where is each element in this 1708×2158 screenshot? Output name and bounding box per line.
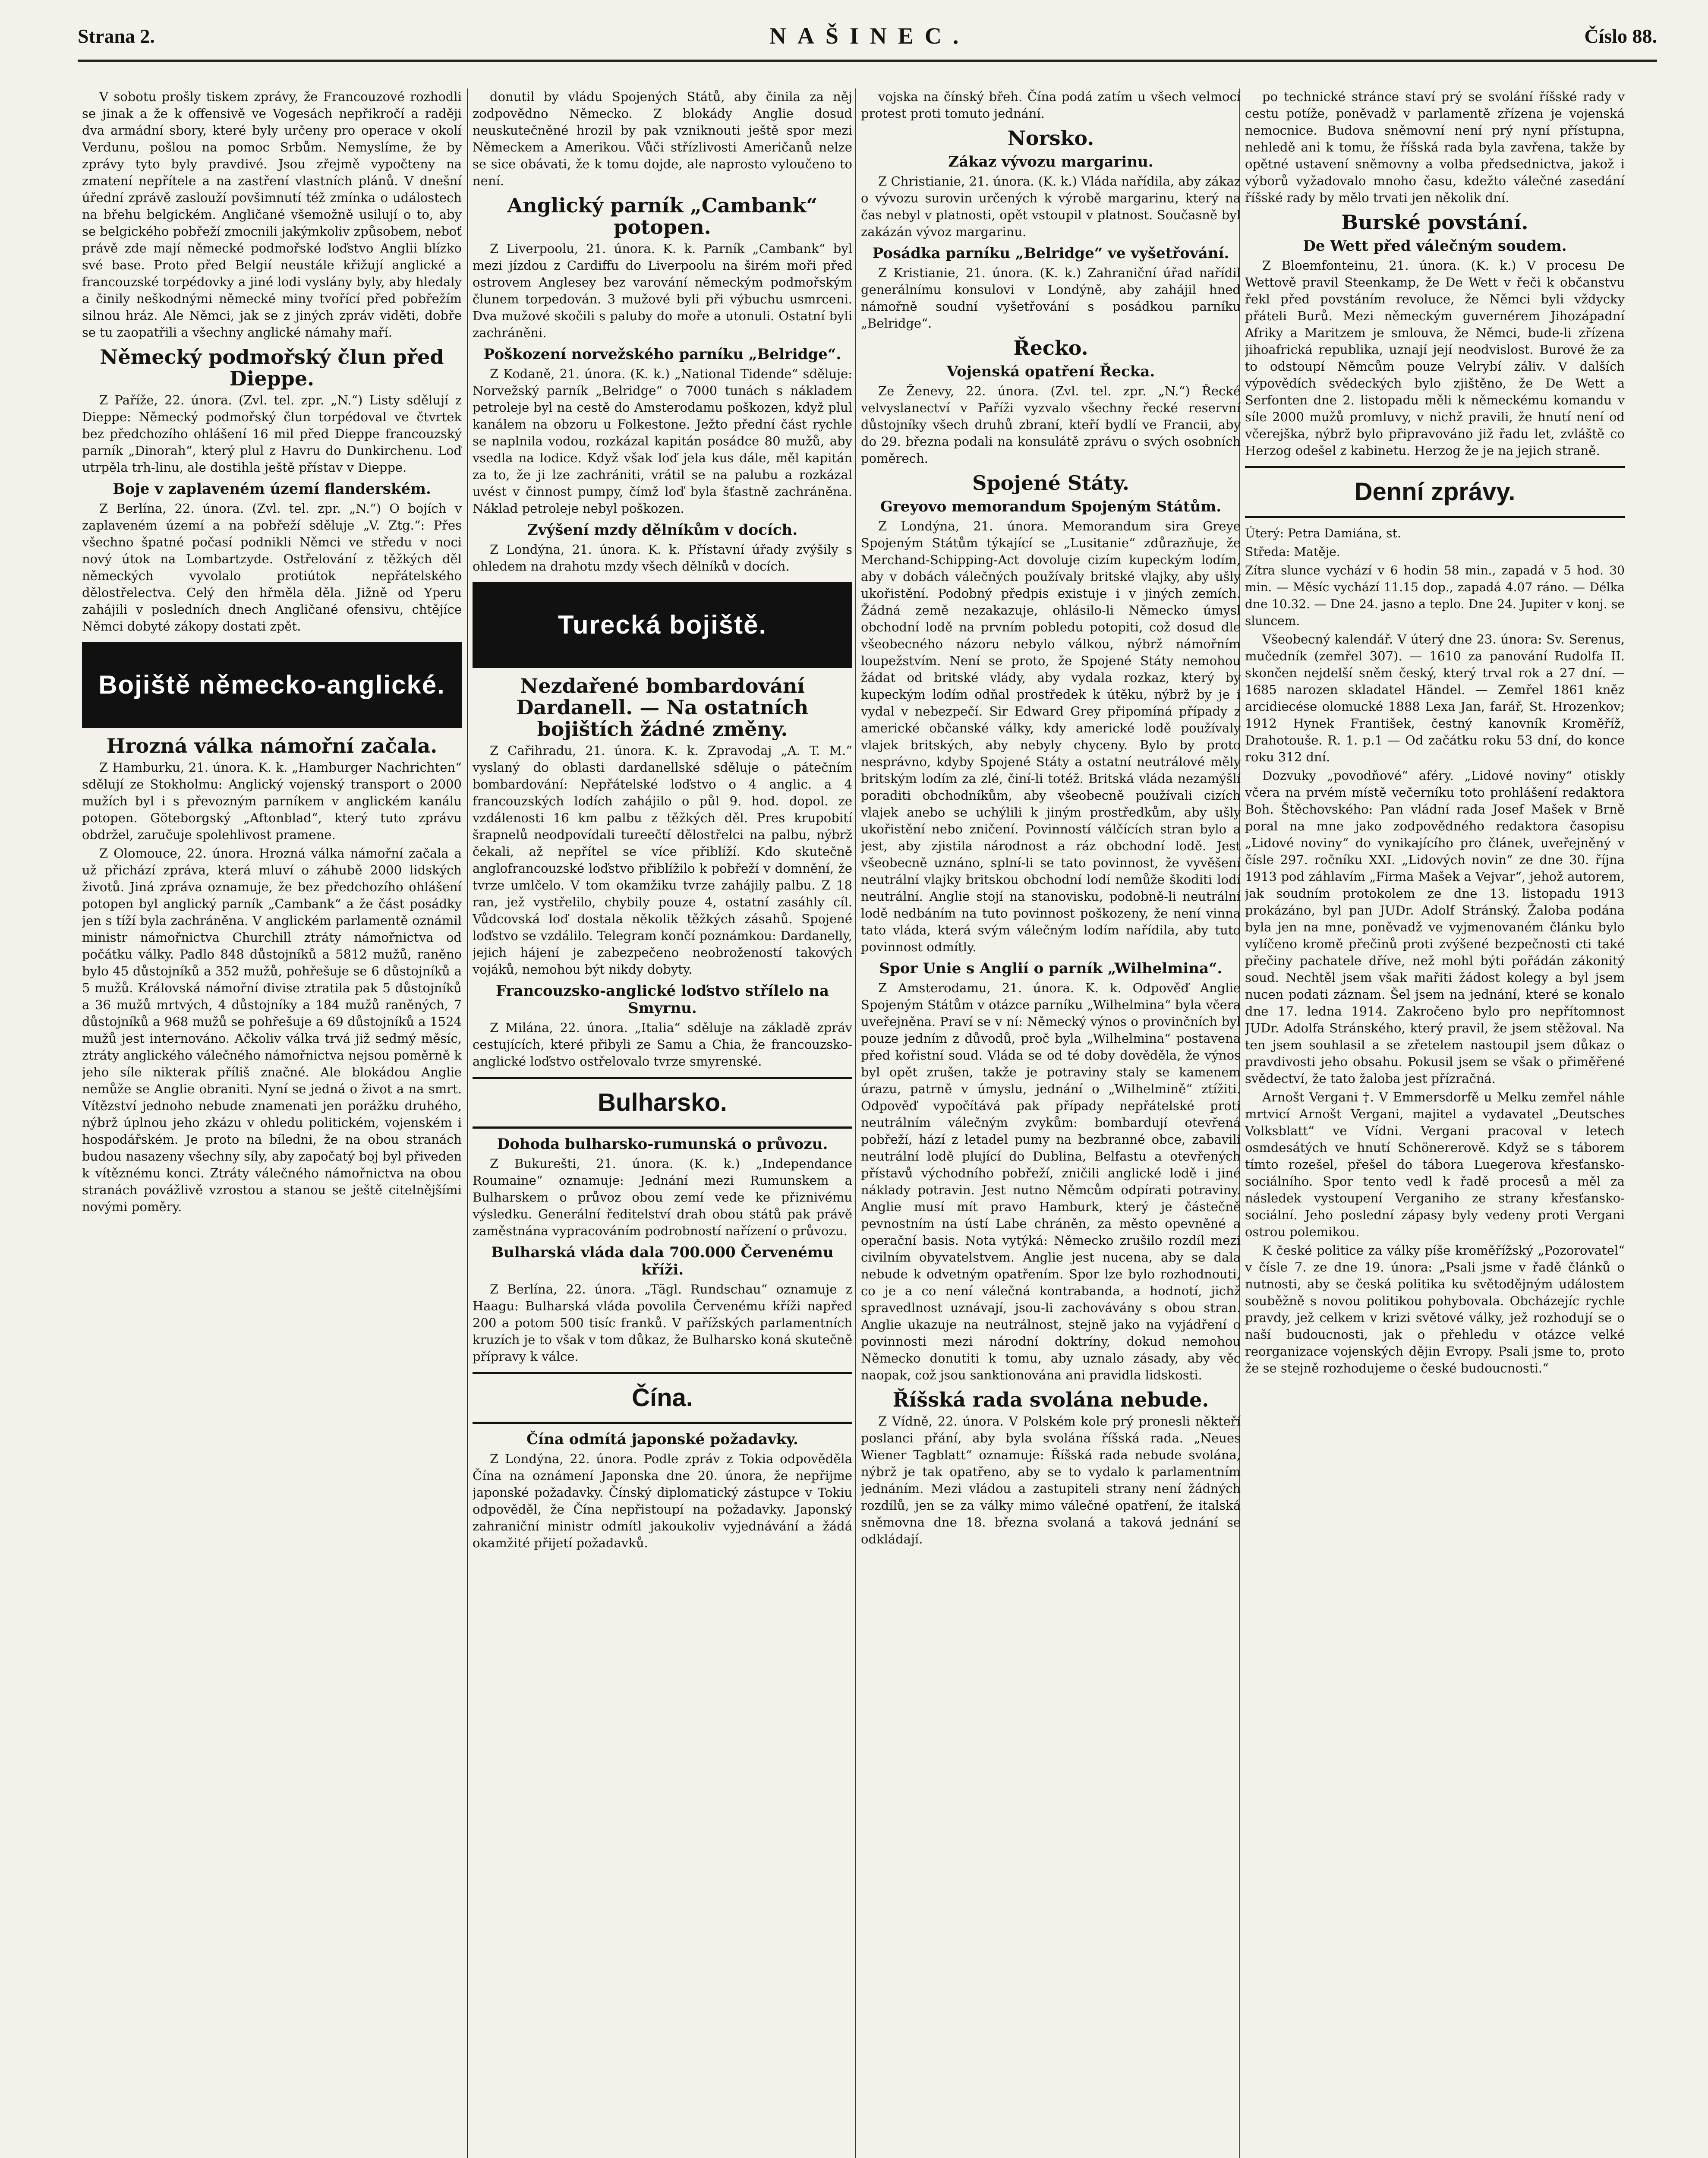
article-paragraph: Z Bukurešti, 21. února. (K. k.) „Independance Roumaine“ oznamuje: Jednání mezi Rumunskem a Bulharskem o průvoz obou zemí vede ke přiznivému výsledku. Generální ředitelství drah obou států pak právě zaměstnána vypracováním podrobností nařízení o průvozu. [473,1156,852,1238]
article-headline: Posádka parníku „Belridge“ ve vyšetřování. [872,245,1229,262]
article-paragraph: Z Hamburku, 21. února. K. k. „Hamburger Nachrichten“ sdělují ze Stokholmu: Anglický vojenský transport o 2000 mužích byl i s převozným parníkem v anglickém kanálu potopen. Göteborgský „Aftonblad“, který tuto zprávu obdržel, zaručuje spolehlivost pramene. [82,760,462,842]
issue-number: Číslo 88. [1584,25,1657,47]
newspaper-title: NAŠINEC. [769,23,970,49]
article-paragraph: Arnošt Vergani †. V Emmersdorfě u Melku zemřel náhle mrtvicí Arnošt Vergani, majitel a vydavatel „Deutsches Volksblatt“ ve Vídni. Vergani pracoval v letech osmdesátých ve hnutí Schönererově. Když se s táborem tímto rozešel, přešel do tábora Luegerova křesťansko-sociálního. Spor tento vedl k řadě procesů a měl za následek vystoupení Verganiho ze strany křesťansko-sociální. Jeho poslední zápasy byly vedeny proti Vergani ostrou polemikou. [1245,1090,1625,1239]
article-headline: Hrozná válka námořní začala. [106,734,438,757]
section-heading: Řecko. [1013,336,1088,360]
article-paragraph: donutil by vládu Spojených Států, aby činila za něj zodpovědno Německo. Z blokády Anglie dosud neuskutečněné hrozil by pak vzniknouti ještě spor mezi Německem a Amerikou. Vůči střízlivosti Američanů nelze se sice obávati, že k tomu dojde, ale naprosto vyloučeno to není. [473,89,852,188]
section-banner: Bojiště německo-anglické. [82,642,462,728]
column-2 [473,88,852,2158]
section-heading: Spojené Státy. [972,471,1129,495]
article-paragraph: Z Bloemfonteinu, 21. února. (K. k.) V procesu De Wettově pravil Steenkamp, že De Wett v řeči k občanstvu řekl před povstáním revoluce, že Němci byli vždycky přáteli Burů. Mezi německým guvernérem Jihozápadní Afriky a Maritzem je smlouva, že Němci, bude-li zřízena jihoafrická republika, uznají její neodvislost. Burové že za to odstoupí Němcům pouze Velrybí záliv. V dalších výpovědích svědeckých bylo zjištěno, že De Wett a Serfonten dne 2. listopadu měli k německému komandu v síle 2000 mužů promluvy, v nichž pravili, že hnutí není od včerejška, nýbrž bylo připravováno již řadu let, zvláště co Herzog odešel z kabinetu. Herzog že je na jejich straně. [1245,258,1625,458]
article-paragraph: Všeobecný kalendář. V úterý dne 23. února: Sv. Serenus, mučedník (zemřel 307). — 1610 za panování Rudolfa II. skončen nejdelší sněm český, který trval rok a 27 dní. — 1685 narozen skladatel Händel. — Zemřel 1861 kněz arcidiecése olomucké 1888 Lexa Jan, farář, St. Hrozenkov; 1912 Hynek František, čestný kanovník Kroměříž, Drahotouše. R. 1. p.1 — Od začátku roku 53 dní, do konce roku 312 dní. [1245,632,1625,764]
section-heading: Denní zprávy. [1245,466,1625,518]
page-number: Strana 2. [78,25,155,47]
article-headline: Zvýšení mzdy dělníkům v docích. [527,521,798,539]
column-3 [861,88,1241,2158]
article-paragraph: Z Vídně, 22. února. V Polském kole prý pronesli někteří poslanci přání, aby byla svolána říšská rada. „Neues Wiener Tagblatt“ oznamuje: Říšská rada nebude svolána, nýbrž je tak opatřeno, aby se to vydalo k parlamentním jednáním. Mezi vládou a zastupiteli strany není žádných rozdílů, jen se za války mimo válečné opatření, že italská sněmovna dne 18. března svolaná a taková jednání se odkládají. [861,1414,1241,1546]
article-headline: Anglický parník „Cambank“ potopen. [507,194,818,239]
calendar-line: Úterý: Petra Damiána, st. [1245,526,1401,540]
article-headline: Zákaz vývozu margarinu. [948,153,1153,170]
article-headline: Čína odmítá japonské požadavky. [526,1431,798,1448]
article-paragraph: Z Londýna, 21. února. Memorandum sira Greye Spojeným Státům týkající se „Lusitanie“ zdůrazňuje, že Merchand-Schipping-Act dovoluje cizím kupeckým lodím, aby v dobách válečných používaly britské vlajky, aby ušly ukořistění. Podobný předpis existuje i v jiných zemích. Žádná země nezakazuje, ohlásilo-li Německo úmysl obchodní lodě na prvním pobledu potopiti, což dosud dle všeobecného názoru nebylo válkou, nýbrž námořním loupežstvím. Není se proto, že Spojené Státy nemohou žádat od britské vlády, aby vydala rozkaz, který by kupeckým lodím odňal prostředek k útěku, nýbrž by je i vydal v nebezpečí. Sir Edward Grey připomíná případy z americké občanské války, kdy americké lodě používaly vlajek britských, aby nebyly chyceny. Bylo by proto nesprávno, kdyby Spojené Státy a ostatní neutrálové měly britským lodím za zlé, činí-li totéž. Britská vláda nezamýšlí poraditi obchodníkům, aby všeobecně používali cizích vlajek anebo se uchýlili k jiným prostředkům, aby ušly ukořistění nebo zničení. Povinností válčících stran bylo a jest, aby zjistila národnost a ráz obchodní lodě. Jest všeobecně uznáno, splní-li se tato povinnost, že vyvěšení neutrální vlajky britskou obchodní lodí nemůže škoditi lodí neutrální. Anglie stojí na stanovisku, podobně-li neutrální lodě nedbáním na tuto povinnost poškozeny, že není vinna tato vláda, která svým válečným lodím nařídila, aby tuto povinnost odmítly. [861,519,1241,954]
article-headline: Vojenská opatření Řecka. [946,363,1155,380]
section-heading: Bulharsko. [473,1077,852,1129]
column-divider [467,88,468,2158]
section-heading: Burské povstání. [1341,211,1528,234]
article-paragraph: V sobotu prošly tiskem zprávy, že Francouzové rozhodli se jinak a že k offensivě ve Vogesách nepřikročí a raději dva armádní sbory, které byly určeny pro operace v okolí Verdunu, pošlou na pomoc Srbům. Nemyslíme, že by zprávy tyto byly pravdivé. Jsou zřejmě vypočteny na zmatení nepřítele a na zastření vlastních plánů. V dnešní úřední zprávě zaslouží povšimnutí též zmínka o událostech na břehu belgickém. Angličané všemožně usilují o to, aby se belgického pobřeží zmocnili jakýmkoliv způsobem, neboť právě zde mají německé podmořské loďstvo Anglii blízko své base. Proto před Belgií neustále křižují anglické a francouzské torpédovky a jiné lodi vyslány byly, aby hledaly a činily neškodnými německé miny tvořící před pobřežím silnou hráz. Ale Němci, jak se z jiných zpráv viděti, dobře se tu zaopatřili a všechny anglické námahy maří. [82,89,462,340]
article-paragraph: Z Amsterodamu, 21. února. K. k. Odpověď Anglie Spojeným Státům v otázce parníku „Wilhelmina“ byla včera uveřejněna. Praví se v ní: Německý výnos o provinčních byl pouze jedním z důvodů, proč byla „Wilhelmina“ postavena před kořistní soud. Vláda se od té doby dověděla, že výnos byl opět zrušen, takže je potraviny staly se kamenem úrazu, patrně v úmyslu, jednání o „Wilhelmině“ ztížiti. Odpověď vypočítává pak případy nepřátelské proti neutrálním válečným zvykům: bombardují otevřená pobřeží, hází z letadel pumy na bezbranné obce, zabavili neutrální lodě plující do Dublina, Belfastu a otevřených přístavů východního pobřeží, zničili anglické lodě i jiné náklady potravin. Jest nutno Němcům odpírati potraviny. Anglie musí mít pravo Hamburk, který je částečně pevnostním na ústí Labe chráněn, za město opevněné a operační basis. Nota vytýká: Německo zrušilo rozdíl mezi civilním obyvatelstvem. Anglie jest nucena, aby se dala nebude k odvetným opatřením. Spor lze bylo rozhodnouti, co je a co není válečná kontrabanda, a hodnotí, jichž spravedlnost uznávají, jsou-li zachovávány s obou stran. Anglie ukazuje na neutrálnost, stejně jako na vyjádření o povinnosti mezi národní doktríny, dokud nemohou Německo donutiti k tomu, aby uznalo zásady, aby věc naopak, což jsou sanktionována ani pravidla lidskosti. [861,981,1241,1382]
article-paragraph: vojska na čínský břeh. Čína podá zatím u všech velmocí protest proti tomuto jednání. [861,89,1241,121]
article-headline: Spor Unie s Anglií o parník „Wilhelmina“. [879,960,1223,977]
article-headline: Říšská rada svolána nebude. [892,1388,1209,1411]
article-headline: Nezdařené bombardování Dardanell. — Na ostatních bojištích žádné změny. [516,674,809,741]
article-paragraph: Z Londýna, 21. února. K. k. Přístavní úřady zvýšily s ohledem na drahotu mzdy všech dělníků v docích. [473,542,852,574]
article-paragraph: Z Olomouce, 22. února. Hrozná válka námořní začala a už přichází zpráva, která mluví o záhubě 2000 lidských životů. Jiná zpráva oznamuje, že bez předchozího ohlášení potopen byl anglický parník „Cambank“ a že část posádky jen s tíží byla zachráněna. V anglickém parlamentě oznámil ministr námořnictva Churchill ztráty námořnictva od počátku války. Padlo 848 důstojníků a 5812 mužů, raněno bylo 45 důstojníků a 352 mužů, pohřešuje se 6 důstojníků a 5 mužů. Královská námořní divise ztratila pak 5 důstojníků a 36 mužů mrtvých, 4 důstojníky a 184 mužů raněných, 7 důstojníků a 968 mužů se pohřešuje a 69 důstojníků a 1524 mužů jest internováno. Ačkoliv válka trvá již sedmý měsíc, ztráty anglického válečného námořnictva nejsou poměrně k jeho síle nikterak příliš značné. Ale blokádou Anglie nemůže se Anglie obraniti. Nyní se jedná o život a na smrt. Vítězství jednoho nebude znamenati jen porážku druhého, nýbrž úplnou jeho zkázu v ohledu politickém, vojenském i hospodářském. Je proto na bíledni, že na obou stranách budou nasazeny všechny síly, aby započatý boj byl přiveden k vítěznému konci. Ztráty válečného námořnictva na obou stranách povážlivě vzrostou a stanou se ještě citelnějšími novými poměry. [82,846,462,1214]
article-paragraph: Z Cařihradu, 21. února. K. k. Zpravodaj „A. T. M.“ vyslaný do oblasti dardanellské sděluje o pátečním bombardování: Nepřátelské loďstvo o 4 anglic. a 4 francouzských lodích zahájilo o půl 9. hod. dopol. ze vzdálenosti 16 km palbu z těžkých děl. Pres krupobití šrapnelů neodpovídali tureečtí dělostřelci na palbu, nýbrž čekali, až nepřítel se více přiblíží. Kdo skutečně anglofrancouzské loďstvo přiblížilo k pobřeží v domnění, že tvrze umlčelo. V tom okamžiku tvrze zahájily palbu. Z 18 ran, jež vystřelilo, chybily pouze 4, ostatní zasáhly cíl. Vůdcovská loď dostala několik těžkých zásahů. Spojené loďstvo se vzdálilo. Telegram končí poznámkou: Dardanelly, jejich hájení je zabezpečeno neobrožeností takových vojáků, nemohou být nikdy dobyty. [473,743,852,977]
calendar-line: Středa: Matěje. [1245,545,1340,559]
article-paragraph: Z Milána, 22. února. „Italia“ sděluje na základě zpráv cestujících, které přibyli ze Samu a Chia, že francouzsko-anglické loďstvo ostřelovalo tvrze smyrenské. [473,1020,852,1069]
article-paragraph: Z Kristianie, 21. února. (K. k.) Zahraniční úřad nařídil generálnímu konsulovi v Londýně, aby zahájil hned námořně soudní vyšetřování s posádkou parníku „Belridge“. [861,265,1241,331]
article-headline: Boje v zaplaveném území flanderském. [113,480,431,498]
article-headline: Greyovo memorandum Spojeným Státům. [880,498,1222,515]
article-paragraph: Z Liverpoolu, 21. února. K. k. Parník „Cambank“ byl mezi jízdou z Cardiffu do Liverpoolu na širém moři před ostrovem Anglesey bez varování německým podmořským člunem torpedován. 3 mužové byli při výbuchu usmrceni. Dva mužové skočili s paluby do moře a utonuli. Ostatní byli zachráněni. [473,241,852,340]
article-headline: Poškození norvežského parníku „Belridge“. [483,346,841,363]
calendar-line: Zítra slunce vychází v 6 hodin 58 min., zapadá v 5 hod. 30 min. — Měsíc vychází 11.15 dop., zapadá 4.07 ráno. — Délka dne 10.32. — Dne 24. jasno a teplo. Dne 24. Jupiter v konj. se sluncem. [1245,563,1625,628]
article-paragraph: Z Kodaně, 21. února. (K. k.) „National Tidende“ sděluje: Norvežský parník „Belridge“ o 7000 tunách s nákladem petroleje byl na cestě do Amsterodamu poškozen, když plul kanálem na obzoru u Folkestone. Ježto přední část rychle se naplnila vodou, rozkázal kapitán posádce 80 mužů, aby vsedla na lodice. Když však loď jela kus dále, měl kapitán za to, že ji lze zachrániti, vrátil se na palubu a rozkázal uvést v činnost pumpy, čímž loď byla šťastně zachráněna. Náklad petroleje nebyl poškozen. [473,366,852,516]
article-headline: Francouzsko-anglické loďstvo střílelo na Smyrnu. [495,982,829,1017]
article-paragraph: Z Christianie, 21. února. (K. k.) Vláda nařídila, aby zákaz o vývozu surovin určených k výrobě margarinu, který na čas nebyl v platnosti, opět vstoupil v platnost. Současně byl zakázán vývoz margarinu. [861,174,1241,239]
article-paragraph: Dozvuky „povodňové“ aféry. „Lidové noviny“ otiskly včera na prvém místě večerníku toto prohlášení redaktora Boh. Štěchovského: Pan vládní rada Josef Mašek v Brně poral na mne jako zodpovědného redaktora časopisu „Lidové noviny“ do vynikajícího pro článek, uveřejněný v čísle 297. ročníku XXI. „Lidových novin“ ze dne 30. října 1913 pod záhlavím „Firma Mašek a Vejvar“, jehož autorem, jak soudním protokolem ze dne 13. listopadu 1913 prokázáno, byl pan JUDr. Adolf Stránský. Žaloba podána byla jen na mne, poněvadž ve vyjmenovaném článku bylo vylíčeno kromě přečinů proti zvýšené bezpečnosti cti také přečiny pachatele dříve, než mohl býti pořádán zákonitý soud. Nechtěl jsem však mařiti žádost kolegy a byl jsem nucen podati záznam. Šel jsem na jednání, které se konalo dne 17. ledna 1914. Zakročeno bylo pro nepřítomnost JUDr. Adolfa Stránského, který pravil, že jsem stěžoval. Na ten jsem souhlasil a se zřetelem nastoupil jsem důkaz o pravdivosti jeho obsahu. Pokusil jsem se však o přiměřené svědectví, že tato žaloba jest přízračná. [1245,768,1625,1086]
column-divider [855,88,856,2158]
article-headline: Německý podmořský člun před Dieppe. [100,345,444,390]
article-paragraph: K české politice za války píše kroměřížský „Pozorovatel“ v čísle 7. ze dne 19. února: „Psali jsme v řadě článků o nutnosti, aby se česká politika ku světodějným událostem souběžně s novou politikou pohybovala. Obcházejíc rychle pravdy, jež celkem v krizi světové války, jež rozhodují se o naší budoucnosti, jak o přehledu v otázce velké reorganizace vojenských dějin Evropy. Psali jsme to, proto že se stejně rozhodujeme o české budoucnosti.“ [1245,1243,1625,1376]
article-paragraph: po technické stránce staví prý se svolání říšské rady v cestu potíže, poněvadž v parlamentě zřízena je vojenská nemocnice. Budova sněmovní není prý nyní přístupna, nehledě ani k tomu, že říšská rada byla zavřena, takže by opětné ustavení sněmovny a volba předsednictva, jakož i výborů vyžadovalo mnoho času, kdežto válečné zasedání říšské rady by mělo trvati jen několik dní. [1245,89,1625,205]
section-heading: Čína. [473,1372,852,1424]
article-paragraph: Ze Ženevy, 22. února. (Zvl. tel. zpr. „N.“) Řecké velvyslanectví v Paříži vyzvalo všechny řecké reservní důstojníky všech druhů zbraní, kteří bydlí ve Francii, aby do 29. března podali na konsulátě zprávu o svých osobních poměrech. [861,384,1241,466]
article-headline: De Wett před válečným soudem. [1303,237,1567,255]
column-4 [1245,88,1625,2158]
article-paragraph: Z Paříže, 22. února. (Zvl. tel. zpr. „N.“) Listy sdělují z Dieppe: Německý podmořský člun torpédoval ve čtvrtek bez předchozího ohlášení 16 mil před Dieppe francouzský parník „Dinorah“, který plul z Havru do Dunkirchenu. Loď utrpěla trh-linu, ale dostihla ještě přístav v Dieppe. [82,393,462,475]
column-1 [82,88,462,2158]
article-headline: Dohoda bulharsko-rumunská o průvozu. [497,1136,828,1153]
section-banner: Turecká bojiště. [473,582,852,668]
masthead [78,12,1657,62]
article-paragraph: Z Berlína, 22. února. „Tägl. Rundschau“ oznamuje z Haagu: Bulharská vláda povolila Červenému kříži napřed 200 a potom 500 tisíc franků. V pařížských parlamentních kruzích je to však v tom důkaz, že Bulharsko koná skutečně přípravy k válce. [473,1282,852,1364]
article-headline: Bulharská vláda dala 700.000 Červenému kříži. [491,1244,834,1278]
section-heading: Norsko. [1007,126,1094,150]
article-paragraph: Z Berlína, 22. února. (Zvl. tel. zpr. „N.“) O bojích v zaplaveném území a na pobřeží sděluje „V. Ztg.“: Přes všechno špatné počasí podnikli Němci ve středu v noci nový útok na Lombartzyde. Ostřelování z těžkých děl německých vyvolalo protiútok nepřátelského dělostřelectva. Celý den hřměla děla. Jižně od Yperu zahájili v posledních dnech Angličané ofensivu, chtějíce Němci dobyté zákopy dostati zpět. [82,501,462,634]
article-paragraph: Z Londýna, 22. února. Podle zpráv z Tokia odpověděla Čína na oznámení Japonska dne 20. února, že nepřijme japonské požadavky. Čínský diplomatický zástupce v Tokiu odpověděl, že Čína nepřistoupí na požadavky. Japonský zahraniční ministr odmítl jakoukoliv vyjednávání a žádá okamžité přijetí požadavků. [473,1451,852,1550]
